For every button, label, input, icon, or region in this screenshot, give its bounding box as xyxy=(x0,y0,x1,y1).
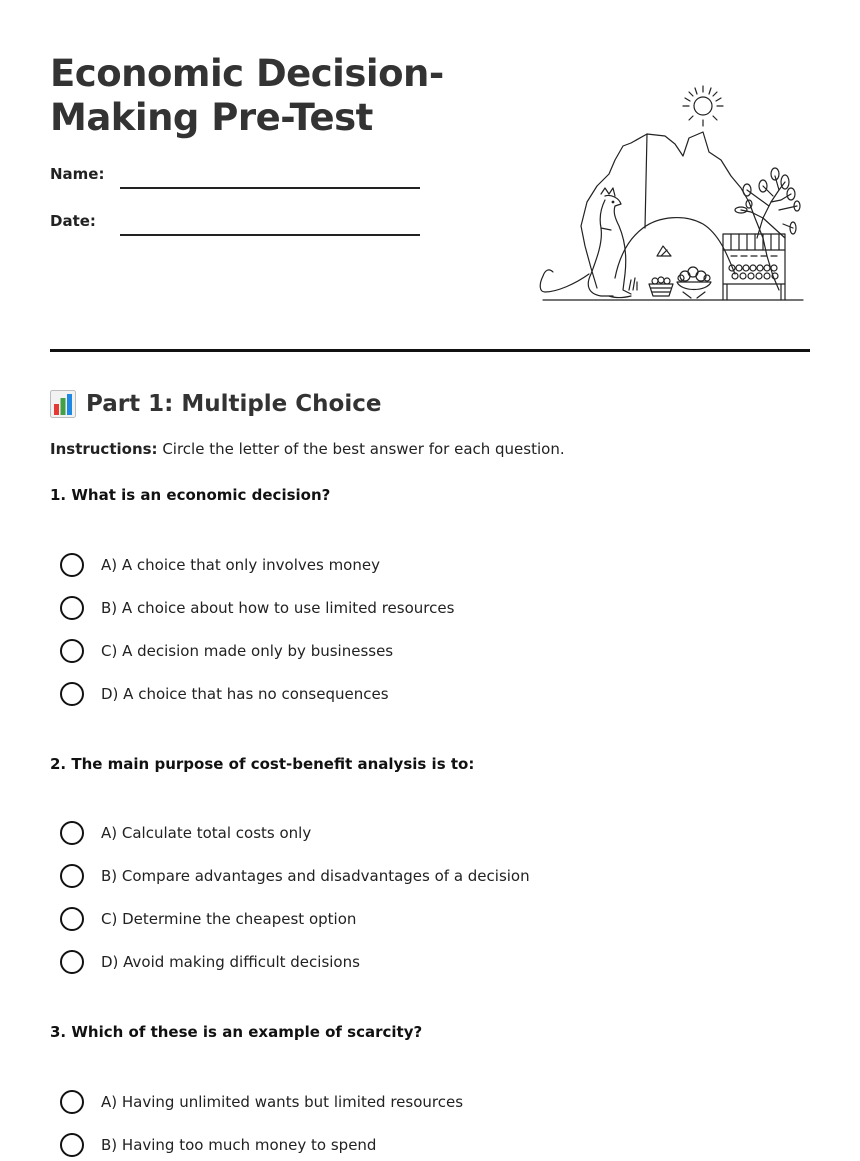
part1-heading xyxy=(50,386,381,422)
page-title xyxy=(50,52,490,140)
title-line-1: Economic Decision- xyxy=(50,52,444,95)
q2-option-d[interactable] xyxy=(60,950,360,974)
question-2: 2. The main purpose of cost-benefit analysis is to: xyxy=(50,755,475,773)
name-line[interactable] xyxy=(120,187,420,189)
basket-icon xyxy=(649,277,673,296)
q1-option-c[interactable] xyxy=(60,639,393,663)
sun-icon xyxy=(683,86,723,126)
instructions-label: Instructions: xyxy=(50,440,158,458)
instructions-text: Circle the letter of the best answer for each question. xyxy=(157,440,565,458)
option-label: A) Having unlimited wants but limited resources xyxy=(101,1093,464,1111)
q3-option-a[interactable] xyxy=(60,1090,463,1114)
option-label: D) Avoid making difficult decisions xyxy=(101,953,360,971)
option-label: D) A choice that has no consequences xyxy=(101,685,389,703)
q1-option-d[interactable] xyxy=(60,682,389,706)
answer-bubble[interactable] xyxy=(60,907,84,931)
answer-bubble[interactable] xyxy=(60,639,84,663)
australia-outline xyxy=(581,132,779,290)
part1-heading-text: Part 1: Multiple Choice xyxy=(86,391,382,417)
q1-option-a[interactable] xyxy=(60,553,380,577)
answer-bubble[interactable] xyxy=(60,553,84,577)
title-line-2: Making Pre-Test xyxy=(50,96,373,139)
option-label: A) A choice that only involves money xyxy=(101,556,380,574)
q2-option-b[interactable] xyxy=(60,864,530,888)
answer-bubble[interactable] xyxy=(60,950,84,974)
q2-option-c[interactable] xyxy=(60,907,356,931)
date-line[interactable] xyxy=(120,234,420,236)
fruit-bowl-icon xyxy=(677,267,711,298)
answer-bubble[interactable] xyxy=(60,1090,84,1114)
q2-option-a[interactable] xyxy=(60,821,311,845)
q1-option-b[interactable] xyxy=(60,596,454,620)
option-label: A) Calculate total costs only xyxy=(101,824,312,842)
option-label: B) Having too much money to spend xyxy=(101,1136,377,1154)
option-label: C) A decision made only by businesses xyxy=(101,642,394,660)
bar-chart-emoji-icon xyxy=(50,390,76,418)
answer-bubble[interactable] xyxy=(60,596,84,620)
option-label: B) A choice about how to use limited resources xyxy=(101,599,455,617)
question-3: 3. Which of these is an example of scarcity? xyxy=(50,1023,423,1041)
q3-option-b[interactable] xyxy=(60,1133,376,1157)
kangaroo-icon xyxy=(540,188,631,298)
answer-bubble[interactable] xyxy=(60,864,84,888)
tree-icon xyxy=(735,168,800,238)
answer-bubble[interactable] xyxy=(60,821,84,845)
australia-kangaroo-market-illustration xyxy=(535,78,810,308)
section-divider xyxy=(50,349,810,352)
option-label: C) Determine the cheapest option xyxy=(101,910,357,928)
answer-bubble[interactable] xyxy=(60,1133,84,1157)
option-label: B) Compare advantages and disadvantages of a decision xyxy=(101,867,530,885)
rock-outline xyxy=(615,218,735,278)
name-label: Name: xyxy=(50,165,105,183)
question-1: 1. What is an economic decision? xyxy=(50,486,331,504)
answer-bubble[interactable] xyxy=(60,682,84,706)
date-label: Date: xyxy=(50,212,96,230)
instructions xyxy=(50,440,565,458)
